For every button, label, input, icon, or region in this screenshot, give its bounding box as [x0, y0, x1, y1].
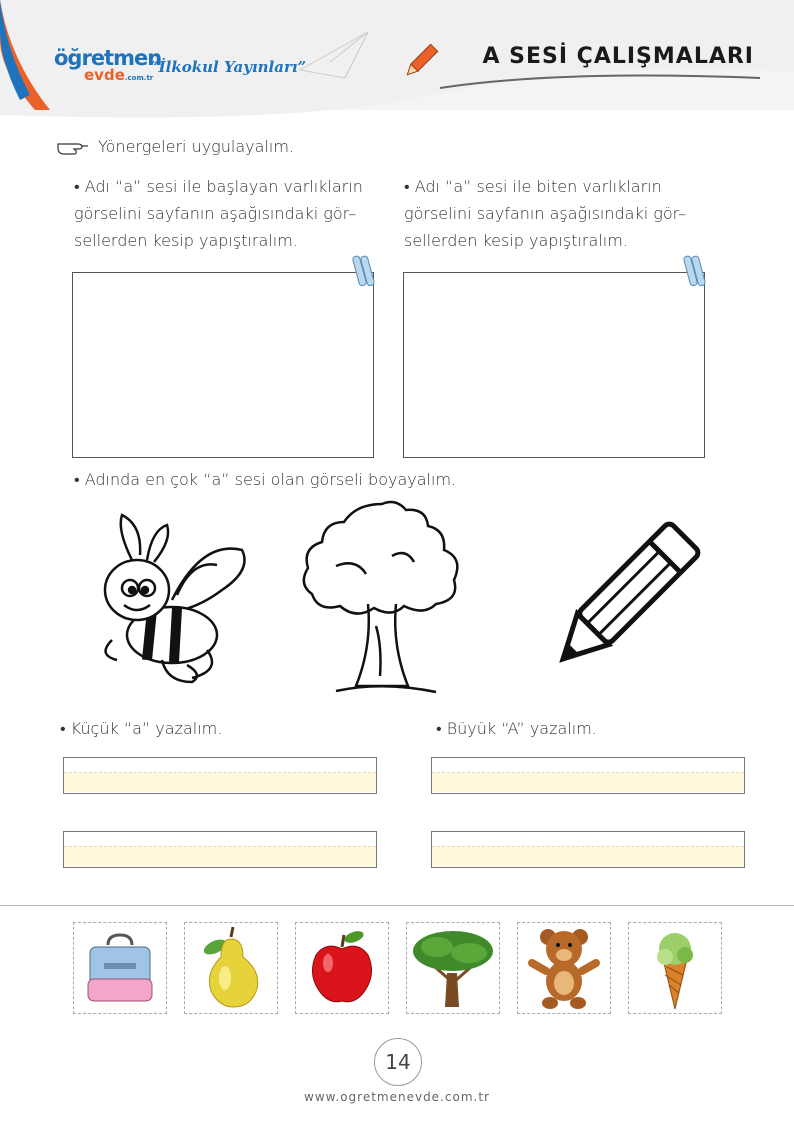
- brand-bottom: evde: [84, 66, 125, 84]
- tree-icon: [407, 923, 499, 1013]
- task1-line: • Adı “a” sesi ile başlayan varlıkların: [74, 177, 363, 196]
- instructions-heading: Yönergeleri uygulayalım.: [98, 137, 294, 156]
- paste-box-end[interactable]: [403, 272, 705, 458]
- task3-text: • Adında en çok “a” sesi olan görseli boyayalım.: [74, 470, 457, 489]
- paste-box-start[interactable]: [72, 272, 374, 458]
- bee-icon[interactable]: [92, 510, 262, 690]
- task4-text: • Küçük “a” yazalım.: [60, 719, 223, 738]
- task1-line: sellerden kesip yapıştıralım.: [74, 231, 298, 250]
- cut-card-ice-cream[interactable]: [628, 922, 722, 1014]
- task1-text: [74, 173, 363, 254]
- brand-subtitle: “İlkokul Yayınları”: [150, 58, 307, 76]
- task2-line: görselini sayfanın aşağısındaki gör–: [404, 204, 687, 223]
- tree-icon[interactable]: [296, 496, 468, 700]
- cut-card-tree[interactable]: [406, 922, 500, 1014]
- cut-card-bear[interactable]: [517, 922, 611, 1014]
- task1-line: görselini sayfanın aşağısındaki gör–: [74, 204, 357, 223]
- writing-line-lowercase[interactable]: [63, 831, 377, 868]
- task5-text: • Büyük “A” yazalım.: [436, 719, 597, 738]
- brand-top: öğretmen: [54, 46, 162, 70]
- brand-domain: .com.tr: [124, 74, 154, 82]
- paper-clip-icon: [352, 254, 376, 290]
- cut-card-bag[interactable]: [73, 922, 167, 1014]
- task2-text: [404, 173, 686, 254]
- paper-clip-icon: [683, 254, 707, 290]
- pointing-hand-icon: [56, 136, 90, 158]
- task2-line: • Adı “a” sesi ile biten varlıkların: [404, 177, 662, 196]
- writing-line-uppercase[interactable]: [431, 831, 745, 868]
- page-title: A SESİ ÇALIŞMALARI: [482, 44, 754, 69]
- page-number: 14: [374, 1038, 422, 1086]
- bear-icon: [518, 923, 610, 1013]
- task2-line: sellerden kesip yapıştıralım.: [404, 231, 628, 250]
- cut-card-pear[interactable]: [184, 922, 278, 1014]
- ice-cream-icon: [629, 923, 721, 1013]
- footer-url: www.ogretmenevde.com.tr: [304, 1090, 490, 1104]
- divider: [0, 905, 794, 906]
- bag-icon: [74, 923, 166, 1013]
- cut-card-apple[interactable]: [295, 922, 389, 1014]
- pear-icon: [185, 923, 277, 1013]
- writing-line-lowercase[interactable]: [63, 757, 377, 794]
- pencil-icon[interactable]: [540, 516, 708, 680]
- brand-logo: [54, 48, 161, 85]
- writing-line-uppercase[interactable]: [431, 757, 745, 794]
- header-pencil-icon: [400, 42, 440, 82]
- apple-icon: [296, 923, 388, 1013]
